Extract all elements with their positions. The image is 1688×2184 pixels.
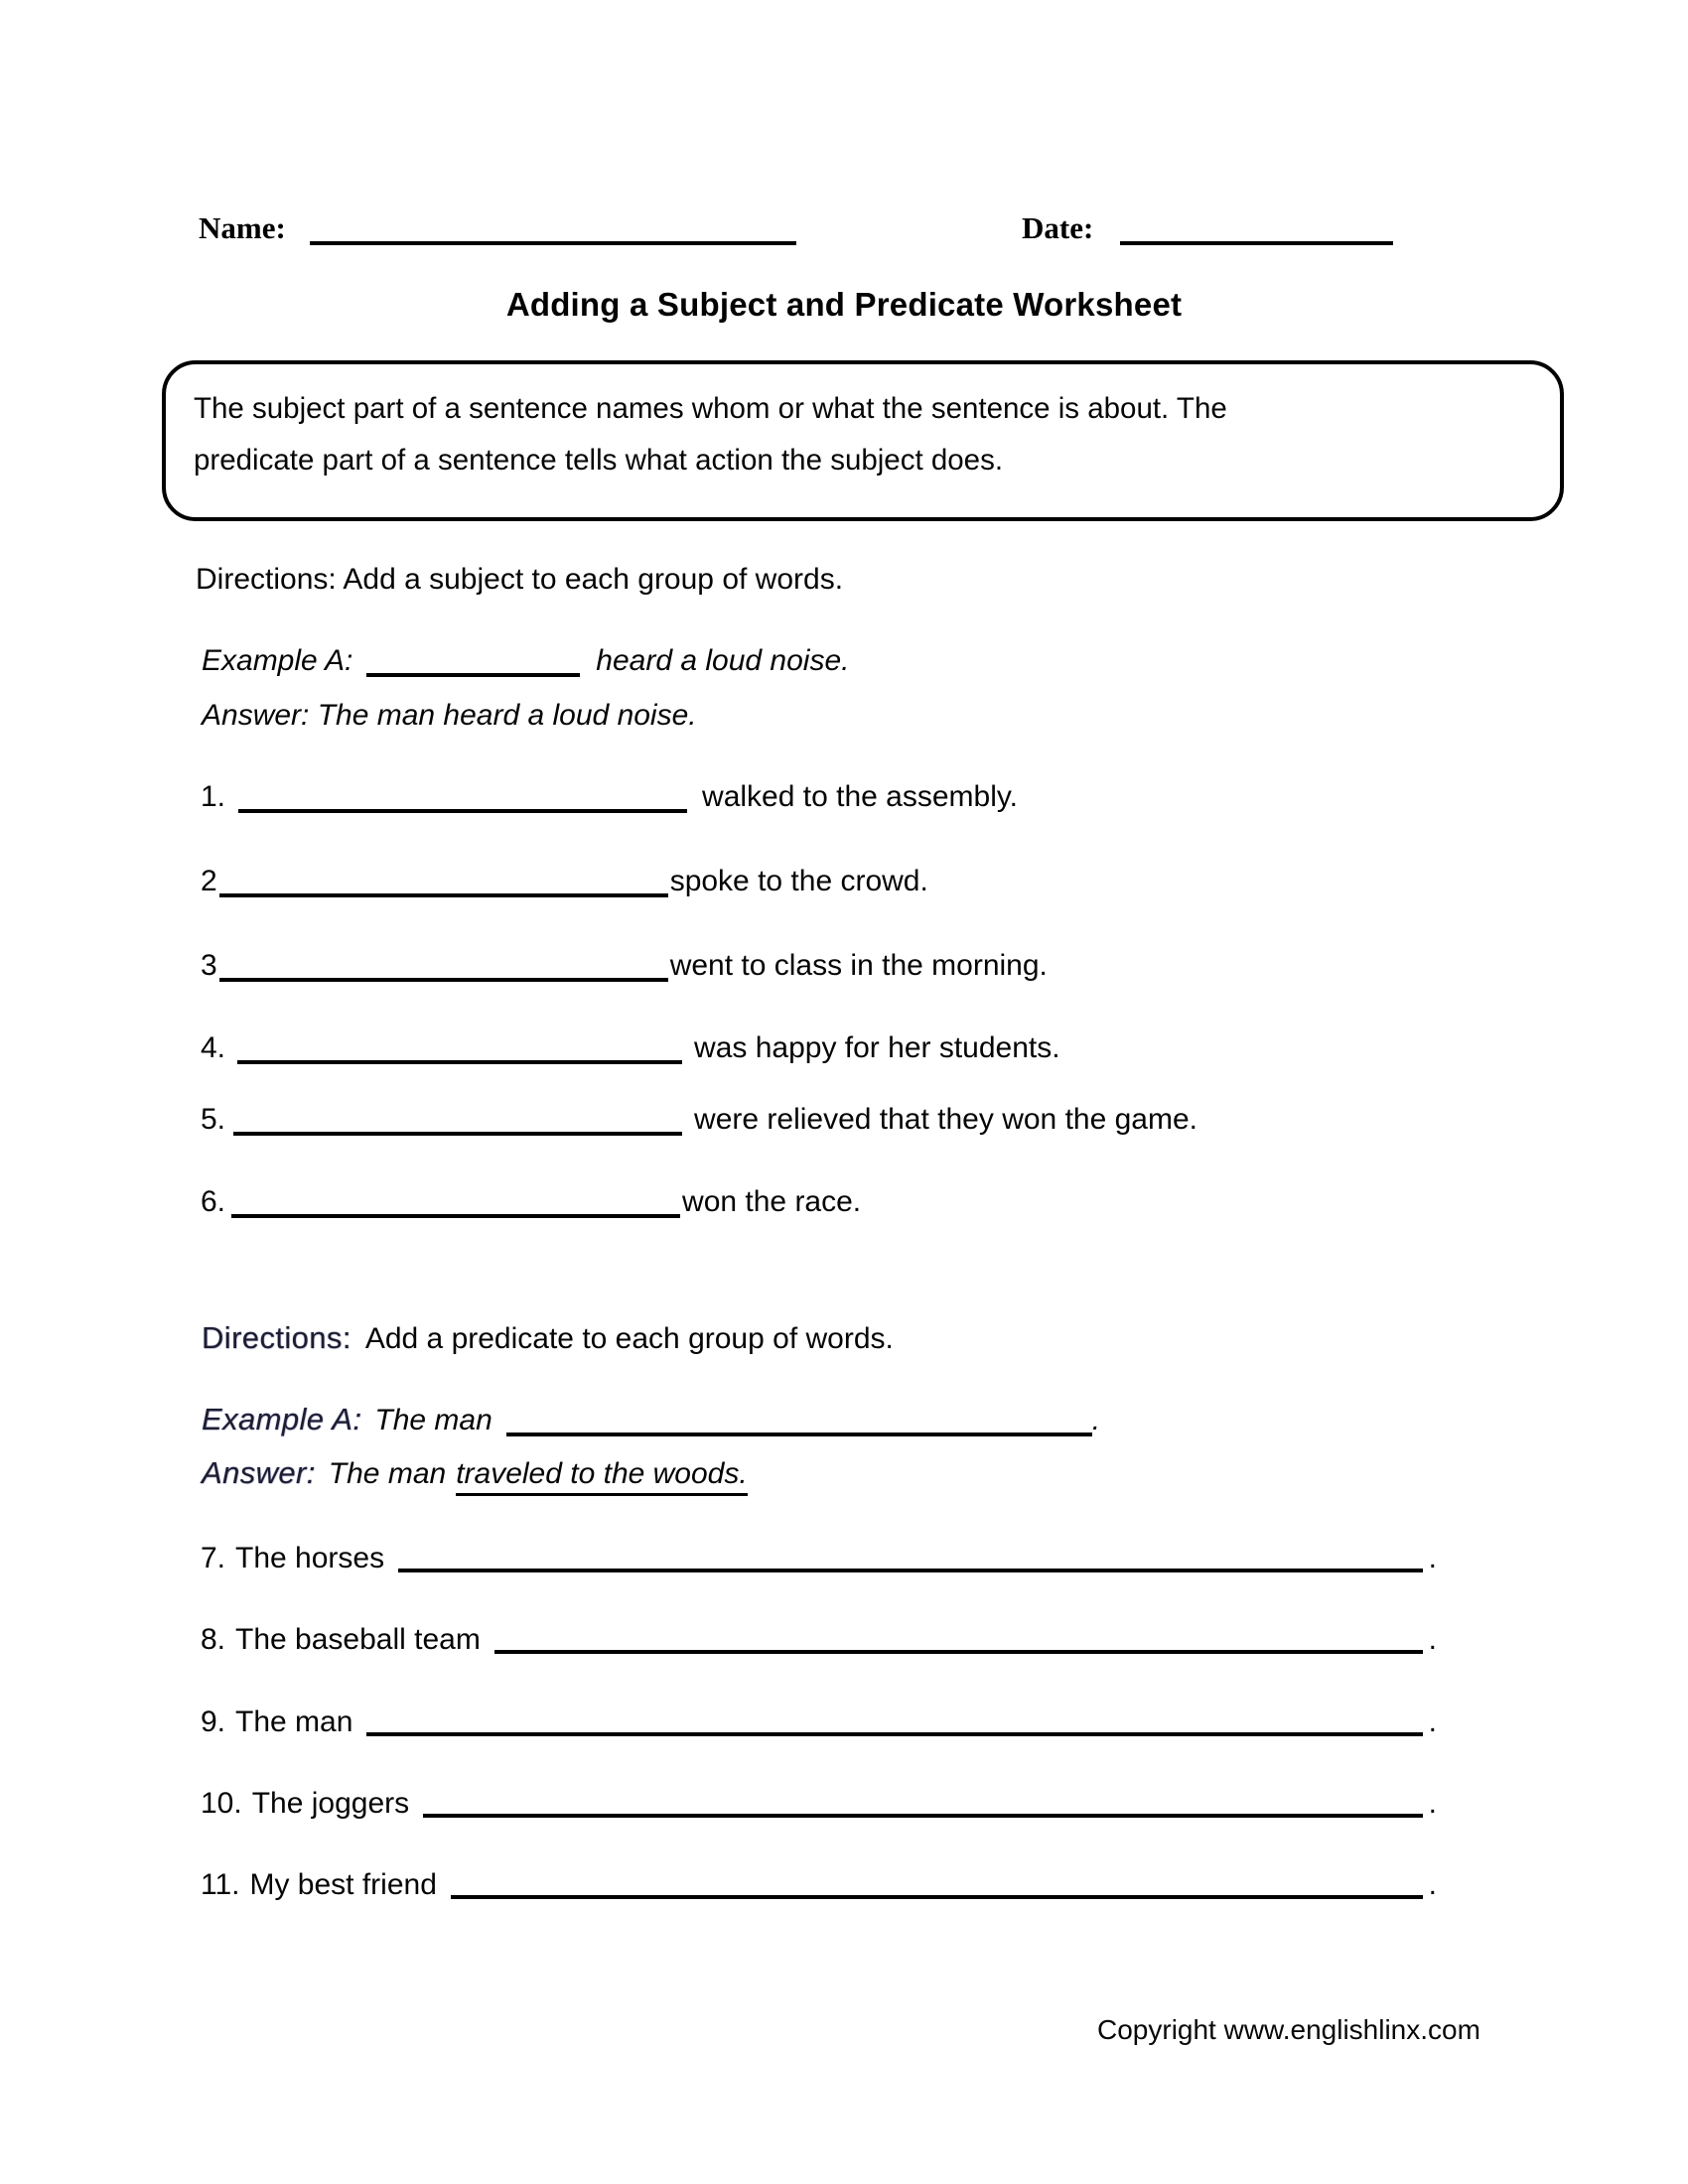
item-subject: The man: [235, 1706, 353, 1738]
item-text: won the race.: [682, 1185, 862, 1218]
item-number: 10.: [201, 1787, 242, 1820]
fill-in-item-6: [201, 1183, 861, 1221]
example-blank-line: [366, 665, 580, 677]
definition-line-2: predicate part of a sentence tells what action the subject does.: [194, 444, 1004, 477]
fill-in-item-9: [201, 1706, 1437, 1739]
fill-in-item-2: [201, 863, 928, 900]
item-number: 7.: [201, 1542, 226, 1574]
item-text: walked to the assembly.: [702, 780, 1018, 813]
fill-in-item-11: [201, 1868, 1437, 1902]
example-predicate-text: heard a loud noise.: [596, 644, 850, 677]
page-title: Adding a Subject and Predicate Worksheet: [505, 286, 1183, 323]
item-number: 2: [201, 865, 217, 897]
item-number: 8.: [201, 1623, 226, 1656]
item-text: went to class in the morning.: [669, 949, 1048, 982]
blank-line: [366, 1732, 1422, 1736]
blank-line: [219, 970, 668, 982]
section1-example: [202, 642, 850, 680]
name-blank-line: [310, 233, 796, 245]
item-number: 11.: [201, 1868, 240, 1901]
item-end-period: .: [1428, 1542, 1437, 1574]
item-end-period: .: [1428, 1706, 1437, 1738]
name-label: Name:: [199, 210, 286, 245]
blank-line: [423, 1814, 1423, 1818]
item-end-period: .: [1428, 1787, 1437, 1820]
example-a-label: Example A:: [202, 644, 353, 677]
fill-in-item-1: [201, 778, 1018, 816]
section2-example: [202, 1401, 1100, 1439]
item-subject: The baseball team: [235, 1623, 481, 1656]
section1-directions: Directions: Add a subject to each group of words.: [196, 563, 844, 596]
item-subject: The horses: [235, 1542, 385, 1574]
item-subject: My best friend: [249, 1868, 437, 1901]
directions-text: Add a predicate to each group of words.: [364, 1322, 894, 1355]
item-end-period: .: [1428, 1868, 1437, 1901]
example-a-label: Example A:: [202, 1402, 362, 1436]
item-subject: The joggers: [251, 1787, 410, 1820]
blank-line: [238, 801, 687, 813]
section1-answer: Answer: The man heard a loud noise.: [202, 699, 697, 732]
item-number: 5.: [201, 1103, 226, 1136]
definition-box: [162, 360, 1564, 521]
blank-line: [451, 1895, 1423, 1899]
date-label: Date:: [1022, 210, 1094, 245]
directions-label: Directions:: [202, 1320, 352, 1355]
item-end-period: .: [1428, 1623, 1437, 1656]
example-subject-text: The man: [374, 1404, 492, 1436]
example-end-period: .: [1091, 1404, 1101, 1436]
item-number: 9.: [201, 1706, 226, 1738]
blank-line: [233, 1124, 682, 1136]
item-number: 4.: [201, 1031, 226, 1064]
blank-line: [237, 1052, 682, 1064]
fill-in-item-5: [201, 1101, 1197, 1139]
date-row: [1022, 210, 1393, 246]
item-text: spoke to the crowd.: [669, 865, 928, 897]
blank-line: [494, 1650, 1423, 1654]
fill-in-item-8: [201, 1623, 1437, 1657]
fill-in-item-4: [201, 1029, 1060, 1067]
section2-directions: [202, 1319, 894, 1358]
answer-subject-text: The man: [328, 1457, 447, 1490]
blank-line: [231, 1206, 680, 1218]
blank-line: [398, 1569, 1423, 1572]
date-blank-line: [1120, 233, 1393, 245]
item-text: was happy for her students.: [694, 1031, 1060, 1064]
answer-label: Answer:: [202, 1455, 316, 1490]
definition-line-1: The subject part of a sentence names whom or what the sentence is about. The: [194, 392, 1227, 425]
fill-in-item-7: [201, 1542, 1437, 1575]
answer-predicate-underlined: traveled to the woods.: [456, 1457, 748, 1496]
fill-in-item-10: [201, 1787, 1437, 1821]
blank-line: [219, 886, 668, 897]
item-number: 6.: [201, 1185, 226, 1218]
example-blank-line: [506, 1425, 1092, 1436]
copyright-text: Copyright www.englishlinx.com: [1097, 2014, 1480, 2045]
item-number: 3: [201, 949, 217, 982]
name-row: [199, 210, 796, 246]
item-text: were relieved that they won the game.: [694, 1103, 1197, 1136]
item-number: 1.: [201, 780, 226, 813]
fill-in-item-3: [201, 947, 1048, 985]
section2-answer: [202, 1454, 748, 1493]
